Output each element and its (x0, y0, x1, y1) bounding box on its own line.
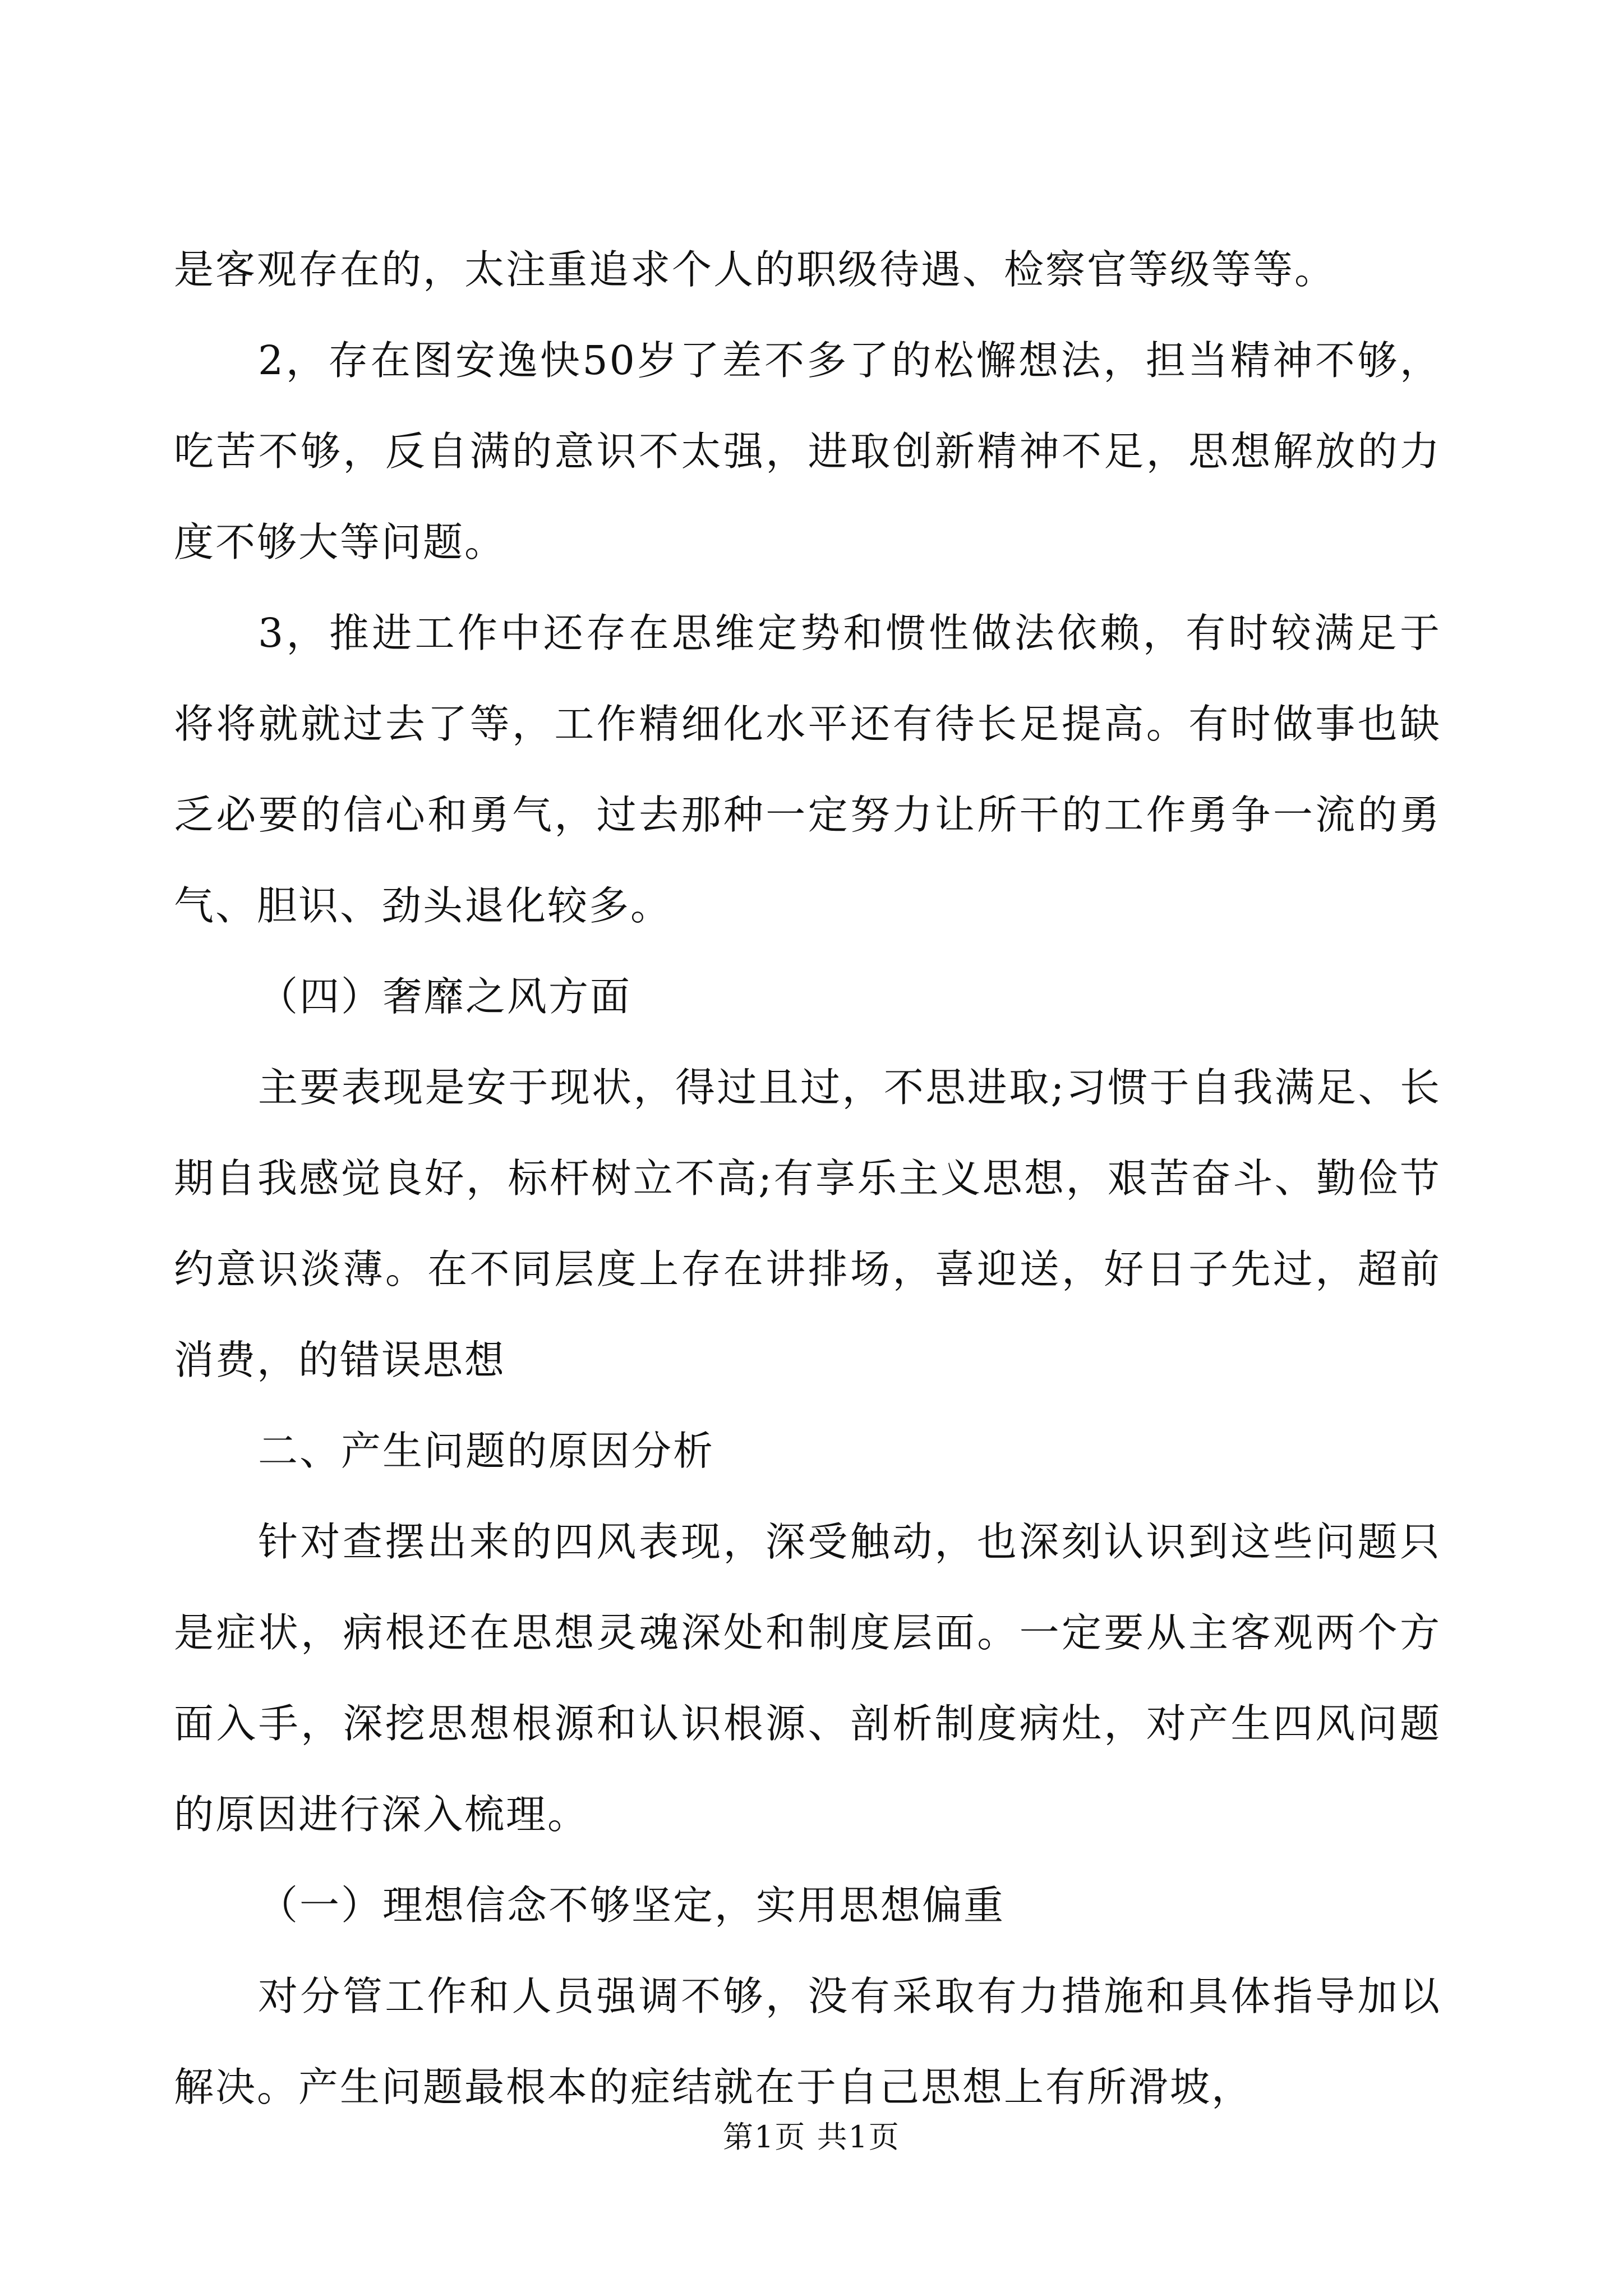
page-footer: 第1页 共1页 (723, 2119, 900, 2155)
paragraph-item-3: 3，推进工作中还存在思维定势和惯性做法依赖，有时较满足于将将就就过去了等，工作精细化水平还有待长足提高。有时做事也缺乏必要的信心和勇气，过去那种一定努力让所干的工作勇争一流的勇气、胆识、劲头退化较多。 (174, 610, 1441, 929)
section-heading-ideals: （一）理想信念不够坚定，实用思想偏重 (258, 1882, 1006, 1929)
section-heading-extravagance: （四）奢靡之风方面 (258, 973, 632, 1020)
paragraph-ideals-detail: 对分管工作和人员强调不够，没有采取有力措施和具体指导加以解决。产生问题最根本的症结就在于自己思想上有所滑坡， (174, 1973, 1441, 2110)
document-body (174, 224, 1441, 2133)
paragraph-continuation: 是客观存在的，太注重追求个人的职级待遇、检察官等级等等。 (174, 246, 1336, 293)
section-heading-cause-analysis: 二、产生问题的原因分析 (258, 1428, 715, 1474)
paragraph-cause-intro: 针对查摆出来的四风表现，深受触动，也深刻认识到这些问题只是症状，病根还在思想灵魂深处和制度层面。一定要从主客观两个方面入手，深挖思想根源和认识根源、剖析制度病灶，对产生四风问题的原因进行深入梳理。 (174, 1519, 1441, 1838)
paragraph-item-2: 2，存在图安逸快50岁了差不多了的松懈想法，担当精神不够，吃苦不够，反自满的意识不太强，进取创新精神不足，思想解放的力度不够大等问题。 (174, 337, 1441, 565)
paragraph-extravagance-detail: 主要表现是安于现状，得过且过，不思进取;习惯于自我满足、长期自我感觉良好，标杆树立不高;有享乐主义思想，艰苦奋斗、勤俭节约意识淡薄。在不同层度上存在讲排场，喜迎送，好日子先过，超前消费，的错误思想 (174, 1064, 1441, 1383)
